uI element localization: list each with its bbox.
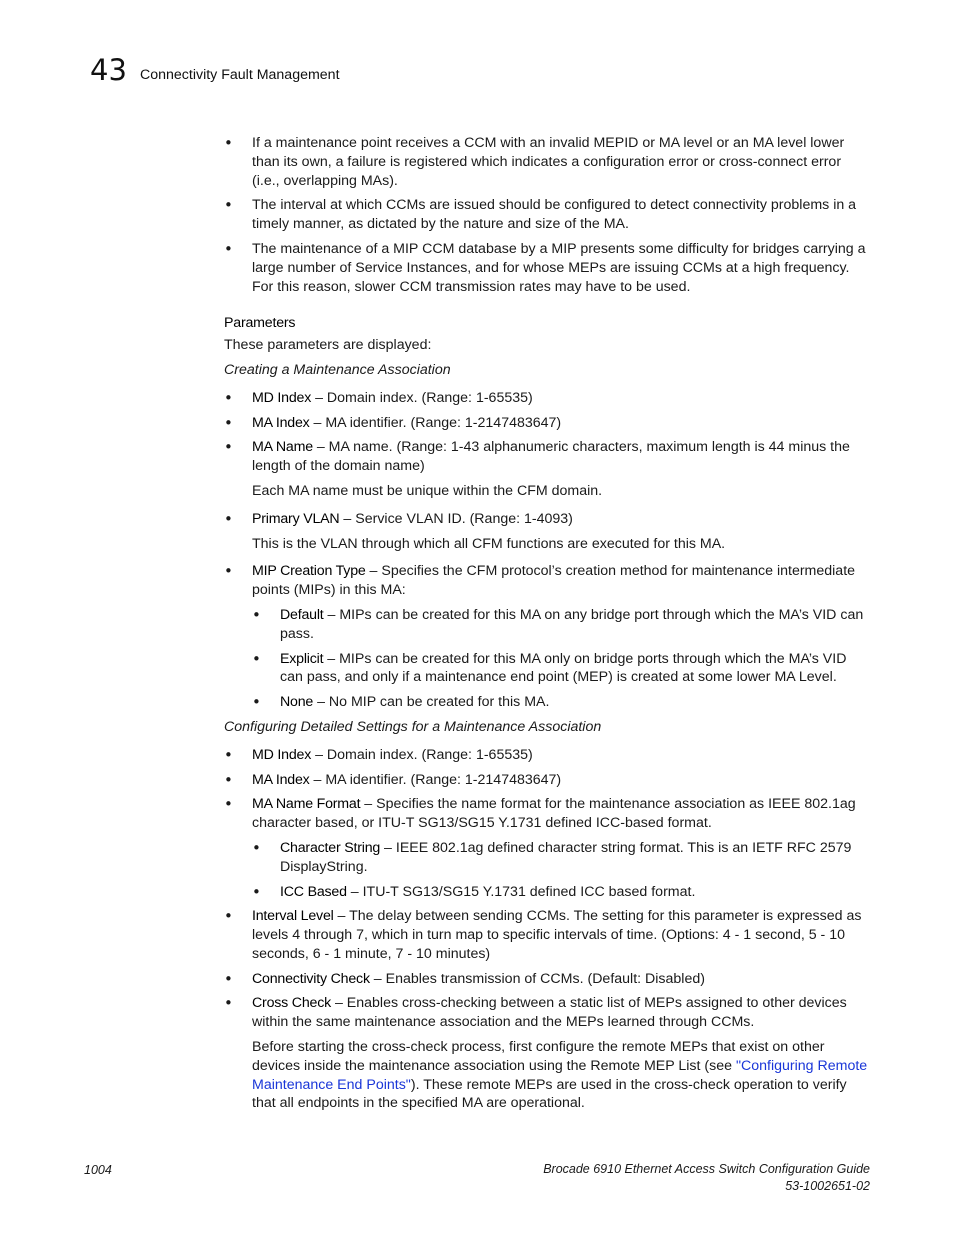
param-note: This is the VLAN through which all CFM functions are executed for this MA. (252, 535, 726, 552)
chapter-title: Connectivity Fault Management (140, 67, 340, 83)
option-term: ICC Based (280, 883, 347, 900)
option-explicit (252, 650, 872, 688)
param-desc: – The delay between sending CCMs. The setting for this parameter is expressed as levels 4 through 7, which in turn map to specific intervals of time. (Options: 4 - 1 second, 5 - 10 seconds, 6 - 1 minute, 7 - 10 minutes) (252, 908, 862, 962)
param-ma-index (224, 414, 872, 433)
section-title: Creating a Maintenance Association (224, 361, 451, 378)
param-desc: – MA identifier. (Range: 1-2147483647) (309, 771, 562, 788)
param-term: MD Index (252, 746, 312, 763)
chapter-number: 43 (90, 53, 127, 87)
option-default (252, 606, 872, 644)
param-md-index (224, 389, 872, 408)
option-none (252, 693, 872, 712)
option-term: Explicit (280, 650, 324, 667)
option-icc-based (252, 883, 872, 902)
param-ma-name-format (224, 795, 872, 833)
param-term: Connectivity Check (252, 970, 370, 987)
param-md-index (224, 746, 872, 765)
parameters-intro: These parameters are displayed: (224, 337, 432, 354)
option-desc: – ITU-T SG13/SG15 Y.1731 defined ICC based format. (346, 883, 696, 900)
param-term: Interval Level (252, 908, 334, 925)
param-mip-creation-type (224, 562, 872, 600)
param-desc: – Service VLAN ID. (Range: 1-4093) (339, 510, 573, 527)
cross-check-note (224, 1038, 872, 1113)
option-character-string (252, 839, 872, 877)
param-desc: – Enables transmission of CCMs. (Default: Disabled) (369, 970, 705, 987)
param-term: Cross Check (252, 995, 332, 1012)
option-term: Default (280, 606, 324, 623)
cross-reference-link[interactable]: "Configuring Remote Maintenance End Points" (252, 1057, 868, 1093)
guide-title: Brocade 6910 Ethernet Access Switch Configuration Guide (543, 1162, 870, 1176)
parameters-heading: Parameters (224, 315, 296, 332)
param-ma-index (224, 771, 872, 790)
param-desc: – Enables cross-checking between a static list of MEPs assigned to other devices within the same maintenance association and the MEPs learned through CCMs. (252, 995, 847, 1031)
param-term: MD Index (252, 389, 312, 406)
param-desc: – MA name. (Range: 1-43 alphanumeric characters, maximum length is 44 minus the length of the domain name) (252, 439, 850, 475)
option-desc: – IEEE 802.1ag defined character string format. This is an IETF RFC 2579 DisplayString. (280, 839, 852, 875)
param-desc: – Domain index. (Range: 1-65535) (311, 746, 533, 763)
param-term: MA Name Format (252, 796, 361, 813)
param-term: MIP Creation Type (252, 563, 366, 580)
intro-bullet: • If a maintenance point receives a CCM with an invalid MEPID or MA level or an MA level lower than its own, a failure is registered which indicates a configuration error or cross-connect error (i.e., overlapping MAs). (224, 134, 872, 190)
option-term: None (280, 694, 314, 711)
param-interval-level (224, 907, 872, 963)
intro-bullet: • The maintenance of a MIP CCM database by a MIP presents some difficulty for bridges carrying a large number of Service Instances, and for whose MEPs are issuing CCMs at a high frequency. For this reason, slower CCM transmission rates may have to be used. (224, 240, 872, 296)
option-desc: – MIPs can be created for this MA on any bridge port through which the MA’s VID can pass. (280, 606, 864, 642)
option-desc: – No MIP can be created for this MA. (313, 694, 550, 711)
param-term: MA Name (252, 439, 313, 456)
page-body (224, 134, 872, 1119)
param-primary-vlan (224, 510, 872, 529)
page-number: 1004 (84, 1163, 112, 1177)
param-desc: – Specifies the name format for the maintenance association as IEEE 802.1ag character based, or ITU-T SG13/SG15 Y.1731 defined ICC-based format. (252, 796, 856, 832)
param-desc: – MA identifier. (Range: 1-2147483647) (309, 414, 562, 431)
param-cross-check (224, 994, 872, 1032)
param-note: Each MA name must be unique within the CFM domain. (252, 482, 603, 499)
param-desc: – Domain index. (Range: 1-65535) (311, 389, 533, 406)
note-text: ). These remote MEPs are used in the cross-check operation to verify that all endpoints in the specified MA are operational. (252, 1076, 847, 1112)
param-term: MA Index (252, 414, 310, 431)
param-term: Primary VLAN (252, 510, 340, 527)
option-desc: – MIPs can be created for this MA only on bridge ports through which the MA’s VID can pass, and only if a maintenance end point (MEP) is created at some lower MA Level. (280, 650, 847, 686)
param-desc: – Specifies the CFM protocol’s creation method for maintenance intermediate points (MIPs) in this MA: (252, 563, 856, 599)
option-term: Character String (280, 839, 381, 856)
param-ma-name (224, 438, 872, 476)
param-term: MA Index (252, 771, 310, 788)
footer-info (543, 1161, 870, 1195)
intro-bullet: • The interval at which CCMs are issued should be configured to detect connectivity problems in a timely manner, as dictated by the nature and size of the MA. (224, 196, 872, 234)
param-connectivity-check (224, 970, 872, 989)
note-text: Before starting the cross-check process, first configure the remote MEPs that exist on other devices inside the maintenance association using the Remote MEP List (see (252, 1039, 825, 1074)
section-title: Configuring Detailed Settings for a Maintenance Association (224, 718, 602, 735)
doc-number: 53-1002651-02 (785, 1179, 870, 1193)
